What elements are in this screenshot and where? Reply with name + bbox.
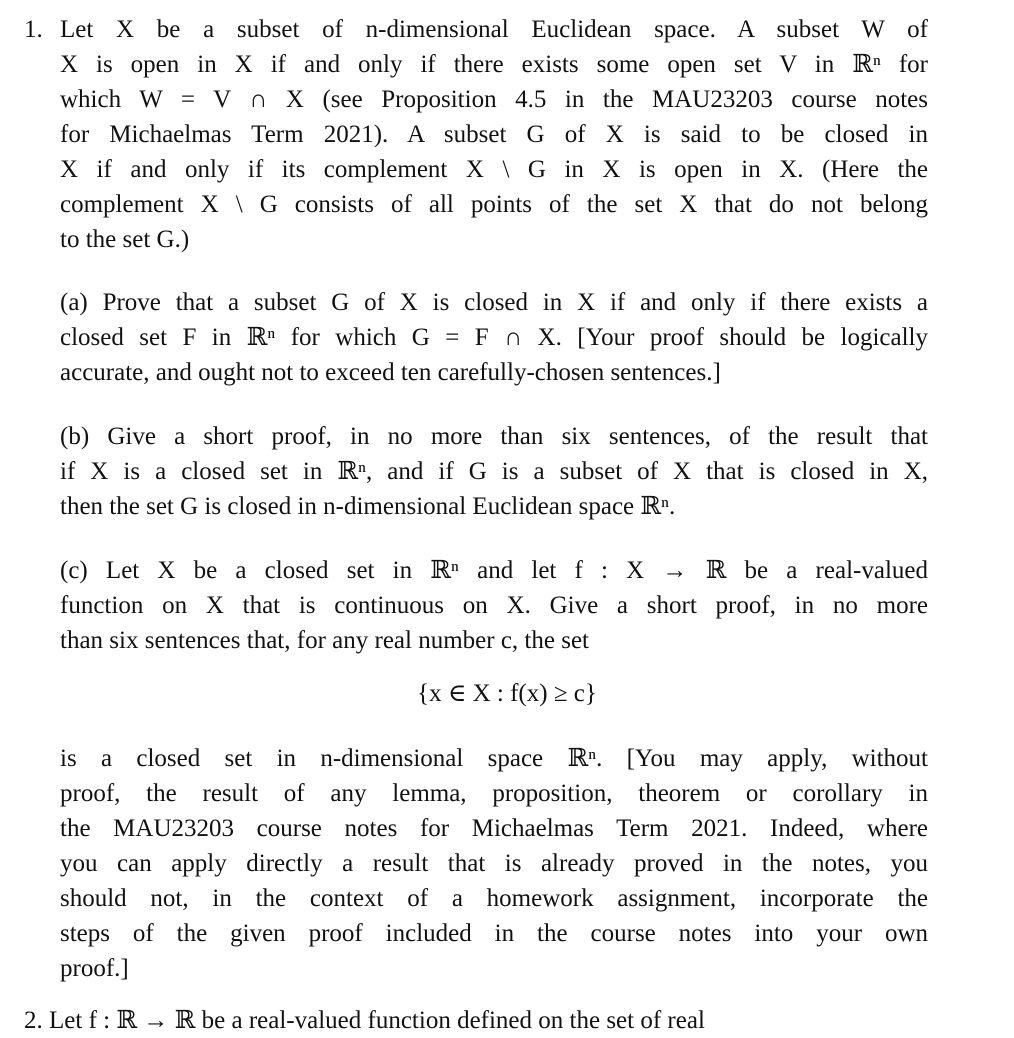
- text-line: than six sentences that, for any real number c, the set: [60, 627, 589, 654]
- text-line: for Michaelmas Term 2021). A subset G of X is said to be closed in: [60, 121, 928, 148]
- text-line: should not, in the context of a homework assignment, incorporate the: [60, 885, 928, 912]
- text-line: steps of the given proof included in the course notes into your own: [60, 920, 928, 947]
- text-line: X is open in X if and only if there exists some open set V in ℝⁿ for: [60, 51, 928, 78]
- text-line: Let X be a subset of n-dimensional Euclidean space. A subset W of: [60, 16, 928, 43]
- text-line: to the set G.): [60, 226, 190, 253]
- text-line: you can apply directly a result that is already proved in the notes, you: [60, 850, 928, 877]
- text-line: accurate, and ought not to exceed ten carefully-chosen sentences.]: [60, 359, 721, 386]
- text-line: (c) Let X be a closed set in ℝⁿ and let f : X → ℝ be a real-valued: [60, 557, 928, 584]
- display-equation: {x ∈ X : f(x) ≥ c}: [417, 680, 597, 707]
- text-line: complement X \ G consists of all points of the set X that do not belong: [60, 191, 928, 218]
- text-line: which W = V ∩ X (see Proposition 4.5 in the MAU23203 course notes: [60, 86, 928, 113]
- text-line: if X is a closed set in ℝⁿ, and if G is a subset of X that is closed in X,: [60, 458, 928, 485]
- text-line: (a) Prove that a subset G of X is closed in X if and only if there exists a: [60, 289, 928, 316]
- text-line: (b) Give a short proof, in no more than six sentences, of the result that: [60, 423, 928, 450]
- text-line: proof, the result of any lemma, proposition, theorem or corollary in: [60, 780, 928, 807]
- text-line: then the set G is closed in n-dimensional Euclidean space ℝⁿ.: [60, 493, 676, 520]
- text-line: proof.]: [60, 955, 129, 982]
- text-line: is a closed set in n-dimensional space ℝⁿ. [You may apply, without: [60, 745, 928, 772]
- next-problem-partial-line: 2. Let f : ℝ → ℝ be a real-valued function defined on the set of real: [24, 1007, 705, 1034]
- text-line: X if and only if its complement X \ G in X is open in X. (Here the: [60, 156, 928, 183]
- problem-number: 1.: [24, 16, 43, 43]
- text-line: function on X that is continuous on X. Give a short proof, in no more: [60, 592, 928, 619]
- text-line: the MAU23203 course notes for Michaelmas Term 2021. Indeed, where: [60, 815, 928, 842]
- text-line: closed set F in ℝⁿ for which G = F ∩ X. [Your proof should be logically: [60, 324, 928, 351]
